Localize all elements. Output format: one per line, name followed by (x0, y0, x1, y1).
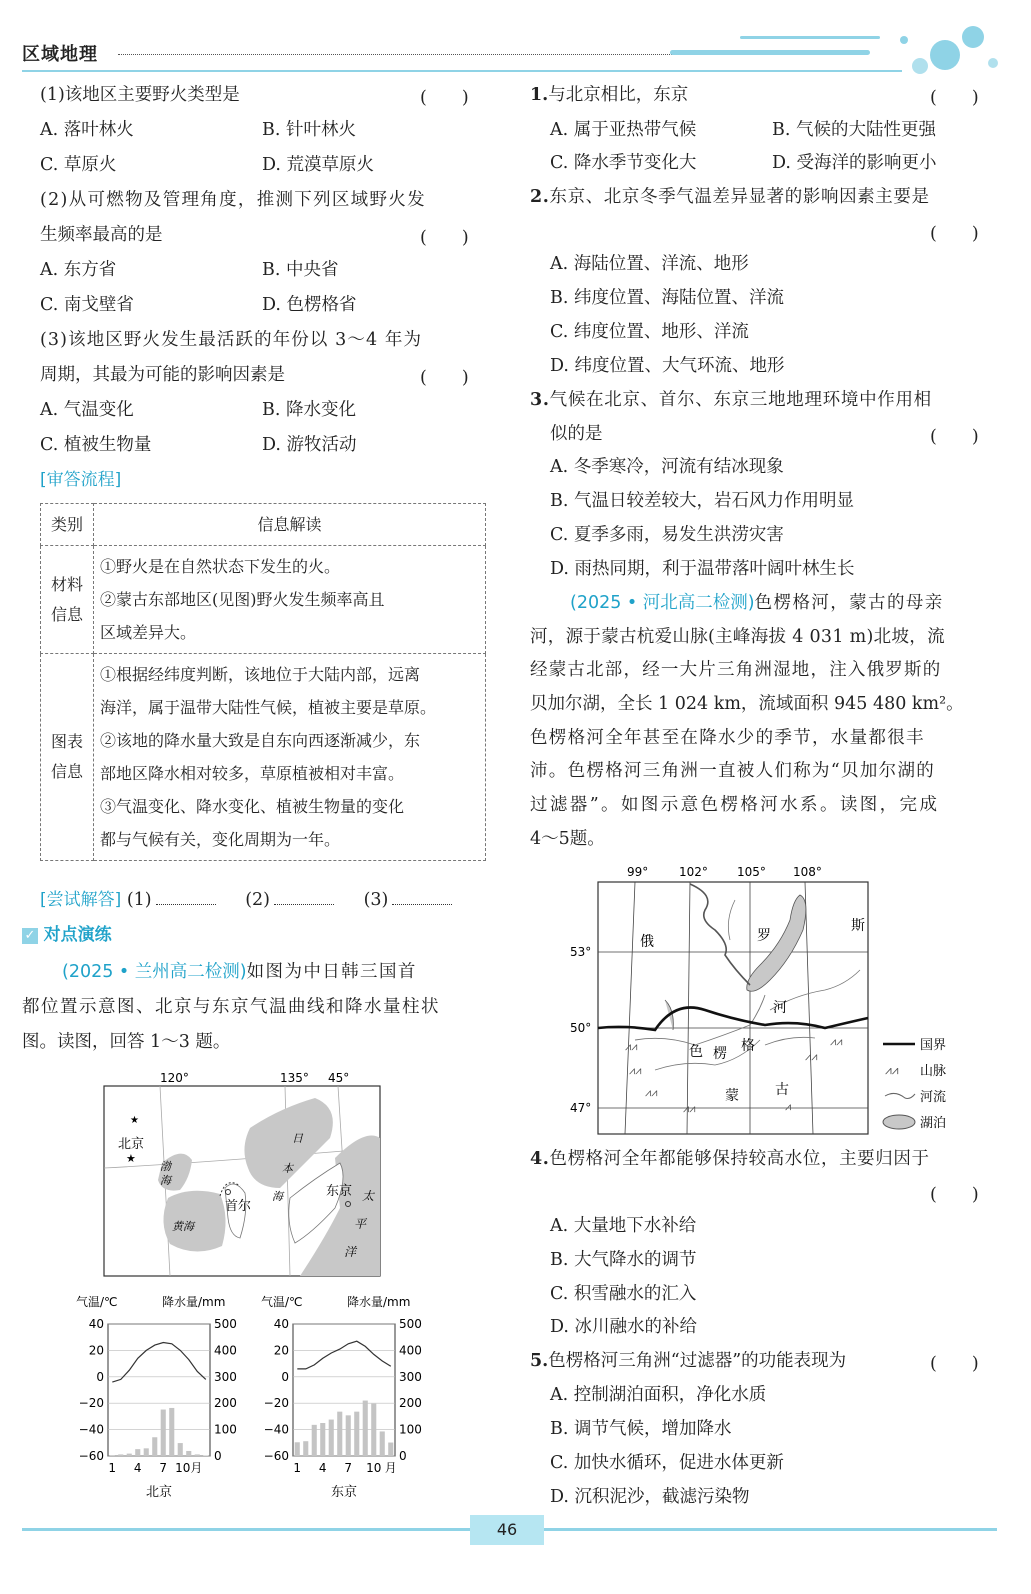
precip-bar (169, 1408, 174, 1456)
north-star-icon: ★ (130, 1115, 139, 1126)
option-d[interactable]: D. 冰川融水的补给 (550, 1317, 698, 1337)
legend-label: 河流 (920, 1090, 947, 1105)
city-label: 北京 (118, 1137, 145, 1152)
row-label: 材料信息 (41, 546, 94, 654)
question-stem (530, 84, 688, 106)
longitude-label: 105° (737, 865, 766, 879)
header-rule (22, 70, 902, 72)
question-number: 1. (530, 85, 549, 105)
precip-tick-label: 300 (399, 1369, 422, 1384)
stem-text: 色楞格河三角洲“过滤器”的功能表现为 (548, 1351, 847, 1371)
option-a[interactable]: A. 冬季寒冷，河流有结冰现象 (550, 457, 784, 477)
header-decoration-bar (740, 36, 880, 39)
stem-text: 气候在北京、首尔、东京三地地理环境中作用相 (549, 390, 932, 410)
precip-bar (195, 1454, 200, 1456)
option-b[interactable]: B. 针叶林火 (262, 120, 356, 140)
stem-text: 色楞格河全年都能够保持较高水位，主要归因于 (549, 1149, 930, 1169)
month-tick-label: 7 (344, 1461, 353, 1475)
question-number: 4. (530, 1149, 550, 1169)
temp-curve (112, 1343, 206, 1383)
precip-axis-label: 降水量/mm (347, 1295, 411, 1309)
table-cell (94, 546, 486, 654)
option-d[interactable]: D. 荒漠草原火 (262, 155, 375, 175)
intro-line (570, 592, 944, 614)
longitude-label: 45° (328, 1071, 350, 1085)
question-stem (530, 186, 930, 208)
practice-heading (22, 924, 112, 946)
temp-tick-label: −60 (263, 1449, 289, 1463)
precip-bar (303, 1441, 308, 1456)
check-icon: ✓ (22, 928, 38, 944)
question-stem: (3)该地区野火发生最活跃的年份以 3～4 年为 (40, 330, 423, 350)
temp-tick-label: 0 (281, 1369, 289, 1384)
intro-line: 图。读图，回答 1～3 题。 (22, 1032, 231, 1052)
precip-bar (354, 1412, 359, 1456)
ocean-label: 平 (354, 1217, 367, 1231)
intro-line (62, 961, 417, 983)
try-label: (2) (245, 890, 271, 910)
city-caption: 北京 (145, 1485, 173, 1500)
option-b[interactable]: B. 中央省 (262, 260, 339, 280)
precip-tick-label: 100 (399, 1422, 422, 1437)
intro-text: 如图为中日韩三国首 (246, 962, 417, 982)
ocean-label: 洋 (344, 1245, 357, 1259)
region-label: 斯 (851, 918, 865, 934)
river-label: 河 (773, 1000, 787, 1016)
table-header: 信息解读 (94, 504, 486, 546)
question-number: 5. (530, 1351, 549, 1371)
selenga-map (565, 860, 965, 1140)
longitude-label: 120° (160, 1071, 189, 1085)
precip-tick-label: 0 (214, 1449, 222, 1463)
question-stem (530, 1350, 846, 1372)
temp-tick-label: 40 (273, 1317, 289, 1331)
precip-bar (312, 1425, 317, 1456)
intro-line: 河，源于蒙古杭爱山脉(主峰海拔 4 031 m)北坡，流 (530, 627, 945, 647)
option-c[interactable]: C. 积雪融水的汇入 (550, 1284, 697, 1304)
precip-bar (161, 1410, 166, 1456)
source-label: (2025 • 兰州高二检测) (62, 962, 247, 982)
cell-line: 都与气候有关，变化周期为一年。 (100, 830, 341, 849)
mountain-icon: ⩘⩘ (805, 1050, 818, 1063)
answer-paren[interactable]: ( ) (930, 1185, 979, 1205)
header-bubble (900, 36, 908, 44)
question-stem: (2)从可燃物及管理角度，推测下列区域野火发 (40, 190, 426, 210)
legend-mountain-icon: ⩘⩘ (885, 1063, 899, 1077)
cell-line: ①野火是在自然状态下发生的火。 (100, 557, 341, 576)
temp-tick-label: 20 (273, 1343, 289, 1358)
table-header: 类别 (41, 504, 94, 546)
month-tick-label: 4 (318, 1461, 327, 1475)
sea-label: 本 (282, 1162, 293, 1175)
answer-paren[interactable]: ( ) (930, 88, 979, 108)
answer-paren[interactable]: ( ) (930, 1354, 979, 1374)
cell-line: ③气温变化、降水变化、植被生物量的变化 (100, 797, 405, 816)
option-b[interactable]: B. 调节气候，增加降水 (550, 1419, 732, 1439)
temp-tick-label: −20 (78, 1396, 104, 1411)
precip-tick-label: 400 (214, 1343, 237, 1358)
header-bubble (912, 58, 928, 74)
legend-label: 山脉 (920, 1064, 947, 1079)
precip-tick-label: 100 (214, 1422, 237, 1437)
option-a[interactable]: A. 海陆位置、洋流、地形 (550, 254, 749, 274)
try-label: (1) (126, 890, 152, 910)
answer-blank[interactable] (156, 888, 216, 905)
try-tag: [尝试解答] (40, 890, 122, 910)
sea-label: 海 (160, 1174, 171, 1187)
question-stem (530, 1148, 930, 1170)
option-b[interactable]: B. 大气降水的调节 (550, 1250, 697, 1270)
option-b[interactable]: B. 气温日较差较大，岩石风力作用明显 (550, 491, 854, 511)
precip-bar (295, 1442, 300, 1456)
precip-tick-label: 300 (214, 1369, 237, 1384)
month-tick-label: 1 (293, 1461, 302, 1475)
temp-curve (297, 1341, 391, 1369)
temp-tick-label: −20 (263, 1396, 289, 1411)
option-d[interactable]: D. 游牧活动 (262, 435, 357, 455)
longitude-label: 99° (627, 865, 649, 879)
option-c[interactable]: C. 纬度位置、地形、洋流 (550, 322, 749, 342)
mountain-icon: ⩘⩘ (625, 1040, 638, 1053)
sea-label: 渤 (160, 1160, 171, 1173)
intro-line: 沛。色楞格河三角洲一直被人们称为“贝加尔湖的 (530, 761, 936, 781)
month-tick-label: 月 (384, 1461, 397, 1475)
climate-chart-tokyo (255, 1290, 445, 1510)
region-label: 蒙 (725, 1088, 739, 1104)
cell-line: 部地区降水相对较多，草原植被相对丰富。 (100, 764, 405, 783)
intro-line: 经蒙古北部，经一大片三角洲湿地，注入俄罗斯的 (530, 660, 942, 680)
region-label: 罗 (757, 928, 771, 944)
temp-tick-label: −40 (263, 1422, 289, 1437)
precip-bar (203, 1455, 208, 1456)
header-bubble (962, 26, 984, 48)
answer-paren[interactable]: ( ) (420, 368, 469, 388)
answer-paren[interactable]: ( ) (420, 228, 469, 248)
option-c[interactable]: C. 南戈壁省 (40, 295, 134, 315)
flow-tag: [审答流程] (40, 470, 122, 490)
month-tick-label: 1 (108, 1461, 117, 1475)
mountain-icon: ⩘⩘ (629, 1064, 642, 1077)
river-label: 格 (741, 1038, 755, 1054)
mountain-icon: ⩘⩘ (683, 1102, 696, 1115)
question-stem: 似的是 (550, 424, 603, 444)
latitude-label: 47° (570, 1101, 592, 1115)
option-a[interactable]: A. 东方省 (40, 260, 117, 280)
answer-paren[interactable]: ( ) (420, 88, 469, 108)
intro-text: 色楞格河，蒙古的母亲 (754, 593, 944, 613)
month-tick-label: 10 (366, 1461, 382, 1475)
option-a[interactable]: A. 属于亚热带气候 (550, 120, 697, 140)
intro-line: 4～5题。 (530, 829, 605, 849)
precip-tick-label: 500 (214, 1317, 237, 1331)
cell-line: 海洋，属于温带大陆性气候，植被主要是草原。 (100, 698, 437, 717)
intro-line: 色楞格河全年甚至在降水少的季节，水量都很丰 (530, 728, 925, 748)
temp-axis-label: 气温/℃ (261, 1295, 303, 1309)
header-dotted-rule (118, 54, 678, 55)
temp-tick-label: 0 (96, 1369, 104, 1384)
precip-bar (380, 1431, 385, 1456)
precip-bar (135, 1449, 140, 1456)
latitude-label: 53° (570, 945, 592, 959)
option-d[interactable]: D. 受海洋的影响更小 (772, 153, 937, 173)
precip-bar (152, 1437, 157, 1456)
section-title: 区域地理 (22, 44, 98, 65)
try-label: (3) (363, 890, 389, 910)
question-number: 3. (530, 390, 550, 410)
temp-tick-label: −40 (78, 1422, 104, 1437)
question-stem: (1)该地区主要野火类型是 (40, 85, 240, 105)
option-a[interactable]: A. 控制湖泊面积，净化水质 (550, 1385, 767, 1405)
answer-paren[interactable]: ( ) (930, 224, 979, 244)
stem-text: 东京、北京冬季气温差异显著的影响因素主要是 (549, 187, 930, 207)
intro-line: 都位置示意图、北京与东京气温曲线和降水量柱状 (22, 997, 440, 1017)
precip-bar (346, 1415, 351, 1456)
precip-bar (388, 1443, 393, 1456)
precip-axis-label: 降水量/mm (162, 1295, 226, 1309)
precip-bar (363, 1401, 368, 1456)
region-label: 古 (775, 1082, 789, 1098)
legend-lake-icon (883, 1115, 915, 1129)
river-label: 色 (689, 1044, 703, 1060)
city-caption: 东京 (330, 1485, 358, 1500)
city-label: 首尔 (225, 1199, 252, 1214)
header-bubble (930, 40, 960, 70)
precip-bar (371, 1404, 376, 1456)
stem-text: 与北京相比，东京 (548, 85, 689, 105)
option-c[interactable]: C. 植被生物量 (40, 435, 152, 455)
capitals-map (100, 1068, 385, 1280)
option-b[interactable]: B. 降水变化 (262, 400, 356, 420)
option-c[interactable]: C. 草原火 (40, 155, 117, 175)
month-tick-label: 7 (159, 1461, 168, 1475)
question-number: 2. (530, 187, 550, 207)
legend-river-icon (885, 1093, 915, 1098)
precip-bar (320, 1423, 325, 1456)
question-stem (530, 389, 932, 411)
sea-label: 黄海 (172, 1220, 194, 1233)
precip-bar (144, 1448, 149, 1456)
option-d[interactable]: D. 雨热同期，利于温带落叶阔叶林生长 (550, 559, 855, 579)
answer-blank[interactable] (274, 888, 334, 905)
river-label: 楞 (713, 1046, 727, 1062)
temp-tick-label: 20 (88, 1343, 104, 1358)
cell-line: ②蒙古东部地区(见图)野火发生频率高且 (100, 590, 385, 609)
ocean-label: 太 (362, 1189, 375, 1203)
temp-tick-label: 40 (88, 1317, 104, 1331)
try-answer-row (40, 888, 452, 911)
precip-tick-label: 400 (399, 1343, 422, 1358)
header-bubble (988, 58, 998, 68)
precip-bar (127, 1454, 132, 1456)
cell-line: 区域差异大。 (100, 623, 197, 642)
precip-bar (186, 1451, 191, 1456)
intro-line: 贝加尔湖，全长 1 024 km，流域面积 945 480 km²。 (530, 694, 964, 714)
mountain-icon: ⩘⩘ (830, 1035, 843, 1048)
option-a[interactable]: A. 落叶林火 (40, 120, 134, 140)
intro-line: 过滤器”。如图示意色楞格河水系。读图，完成 (530, 795, 940, 815)
header-decoration-bar (670, 50, 870, 55)
page-number: 46 (470, 1515, 544, 1545)
legend-label: 湖泊 (920, 1116, 947, 1131)
capital-star-icon: ★ (126, 1152, 136, 1165)
month-tick-label: 4 (133, 1461, 142, 1475)
answer-blank[interactable] (392, 888, 452, 905)
cell-line: ②该地的降水量大致是自东向西逐渐减少，东 (100, 731, 421, 750)
precip-bar (329, 1420, 334, 1456)
month-tick-label: 10月 (175, 1461, 203, 1475)
sea-label: 日 (292, 1132, 303, 1145)
source-label: (2025 • 河北高二检测) (570, 593, 755, 613)
option-d[interactable]: D. 色楞格省 (262, 295, 357, 315)
temp-axis-label: 气温/℃ (76, 1295, 118, 1309)
precip-tick-label: 200 (399, 1396, 422, 1411)
city-label: 东京 (326, 1184, 353, 1199)
info-table (40, 503, 486, 861)
longitude-label: 102° (679, 865, 708, 879)
option-b[interactable]: B. 纬度位置、海陆位置、洋流 (550, 288, 784, 308)
answer-paren[interactable]: ( ) (930, 427, 979, 447)
question-stem: 周期，其最为可能的影响因素是 (40, 365, 285, 385)
cell-line: ①根据经纬度判断，该地位于大陆内部，远离 (100, 665, 421, 684)
longitude-label: 135° (280, 1071, 309, 1085)
practice-tag: 对点演练 (43, 925, 112, 945)
option-d[interactable]: D. 沉积泥沙，截滤污染物 (550, 1487, 750, 1507)
option-a[interactable]: A. 气温变化 (40, 400, 134, 420)
option-c[interactable]: C. 夏季多雨，易发生洪涝灾害 (550, 525, 784, 545)
precip-bar (110, 1455, 115, 1456)
precip-tick-label: 500 (399, 1317, 422, 1331)
precip-bar (178, 1443, 183, 1456)
option-c[interactable]: C. 降水季节变化大 (550, 153, 697, 173)
option-b[interactable]: B. 气候的大陆性更强 (772, 120, 936, 140)
sea-label: 海 (272, 1190, 283, 1203)
option-d[interactable]: D. 纬度位置、大气环流、地形 (550, 356, 785, 376)
option-a[interactable]: A. 大量地下水补给 (550, 1216, 697, 1236)
mountain-icon: ⩘ (785, 1100, 792, 1113)
precip-tick-label: 200 (214, 1396, 237, 1411)
climate-chart-beijing (70, 1290, 260, 1510)
option-c[interactable]: C. 加快水循环，促进水体更新 (550, 1453, 784, 1473)
question-stem: 生频率最高的是 (40, 225, 163, 245)
region-label: 俄 (640, 934, 654, 950)
temp-tick-label: −60 (78, 1449, 104, 1463)
latitude-label: 50° (570, 1021, 592, 1035)
row-label: 图表信息 (41, 654, 94, 861)
precip-tick-label: 0 (399, 1449, 407, 1463)
precip-bar (337, 1412, 342, 1456)
longitude-label: 108° (793, 865, 822, 879)
table-cell (94, 654, 486, 861)
precip-bar (118, 1454, 123, 1456)
legend-label: 国界 (920, 1038, 947, 1053)
mountain-icon: ⩘⩘ (645, 1086, 658, 1099)
